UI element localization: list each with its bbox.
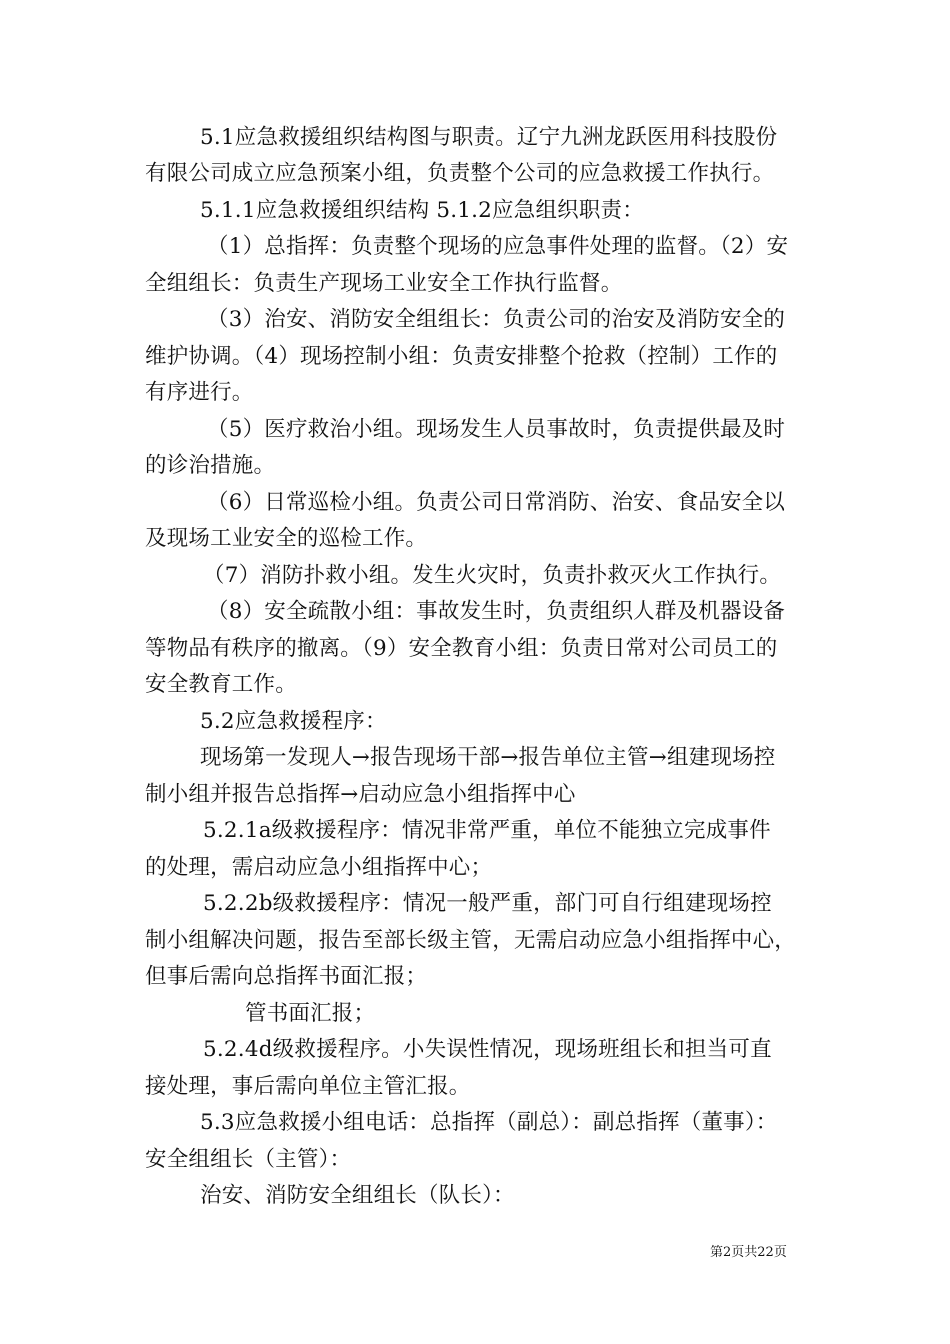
paragraph-line: 及现场工业安全的巡检工作。: [145, 526, 428, 551]
paragraph-line: 5.3应急救援小组电话：总指挥（副总）：副总指挥（董事）：: [200, 1110, 778, 1135]
paragraph-line: （5）医疗救治小组。现场发生人员事故时，负责提供最及时: [207, 417, 786, 442]
paragraph-line: 等物品有秩序的撤离。（9）安全教育小组：负责日常对公司员工的: [145, 636, 778, 661]
page-number-footer: 第2页共22页: [710, 1245, 787, 1260]
paragraph-line: 制小组解决问题，报告至部长级主管，无需启动应急小组指挥中心，: [145, 928, 797, 953]
paragraph-line: 管书面汇报；: [245, 1001, 376, 1026]
paragraph-line: 5.2.4d级救援程序。小失误性情况，现场班组长和担当可直: [203, 1037, 772, 1062]
paragraph-line: 但事后需向总指挥书面汇报；: [145, 964, 428, 989]
paragraph-line: （6）日常巡检小组。负责公司日常消防、治安、食品安全以: [207, 490, 786, 515]
section-heading: 5.2应急救援程序：: [200, 709, 387, 734]
paragraph-line: 安全教育工作。: [145, 672, 297, 697]
paragraph-line: 制小组并报告总指挥→启动应急小组指挥中心: [145, 782, 576, 807]
paragraph-line: （3）治安、消防安全组组长：负责公司的治安及消防安全的: [207, 307, 786, 332]
paragraph-line: 有限公司成立应急预案小组，负责整个公司的应急救援工作执行。: [145, 161, 775, 186]
paragraph-line: 安全组组长（主管）：: [145, 1147, 352, 1172]
paragraph-line: （8）安全疏散小组：事故发生时，负责组织人群及机器设备: [207, 599, 786, 624]
paragraph-line: 的处理，需启动应急小组指挥中心；: [145, 855, 493, 880]
paragraph-line: 治安、消防安全组组长（队长）：: [200, 1183, 515, 1208]
paragraph-line: 的诊治措施。: [145, 453, 276, 478]
paragraph-line: 接处理，事后需向单位主管汇报。: [145, 1074, 471, 1099]
paragraph-line: （1）总指挥：负责整个现场的应急事件处理的监督。（2）安: [207, 234, 789, 259]
paragraph-line: 现场第一发现人→报告现场干部→报告单位主管→组建现场控: [200, 745, 776, 770]
paragraph-line: （7）消防扑救小组。发生火灾时，负责扑救灭火工作执行。: [203, 563, 782, 588]
paragraph-line: 有序进行。: [145, 380, 254, 405]
paragraph-line: 5.1应急救援组织结构图与职责。辽宁九洲龙跃医用科技股份: [200, 125, 778, 150]
paragraph-line: 5.2.2b级救援程序：情况一般严重，部门可自行组建现场控: [203, 891, 772, 916]
paragraph-line: 维护协调。（4）现场控制小组：负责安排整个抢救（控制）工作的: [145, 344, 778, 369]
paragraph-line: 5.2.1a级救援程序：情况非常严重，单位不能独立完成事件: [203, 818, 771, 843]
paragraph-line: 全组组长：负责生产现场工业安全工作执行监督。: [145, 271, 623, 296]
paragraph-line: 5.1.1应急救援组织结构 5.1.2应急组织职责：: [200, 198, 644, 223]
